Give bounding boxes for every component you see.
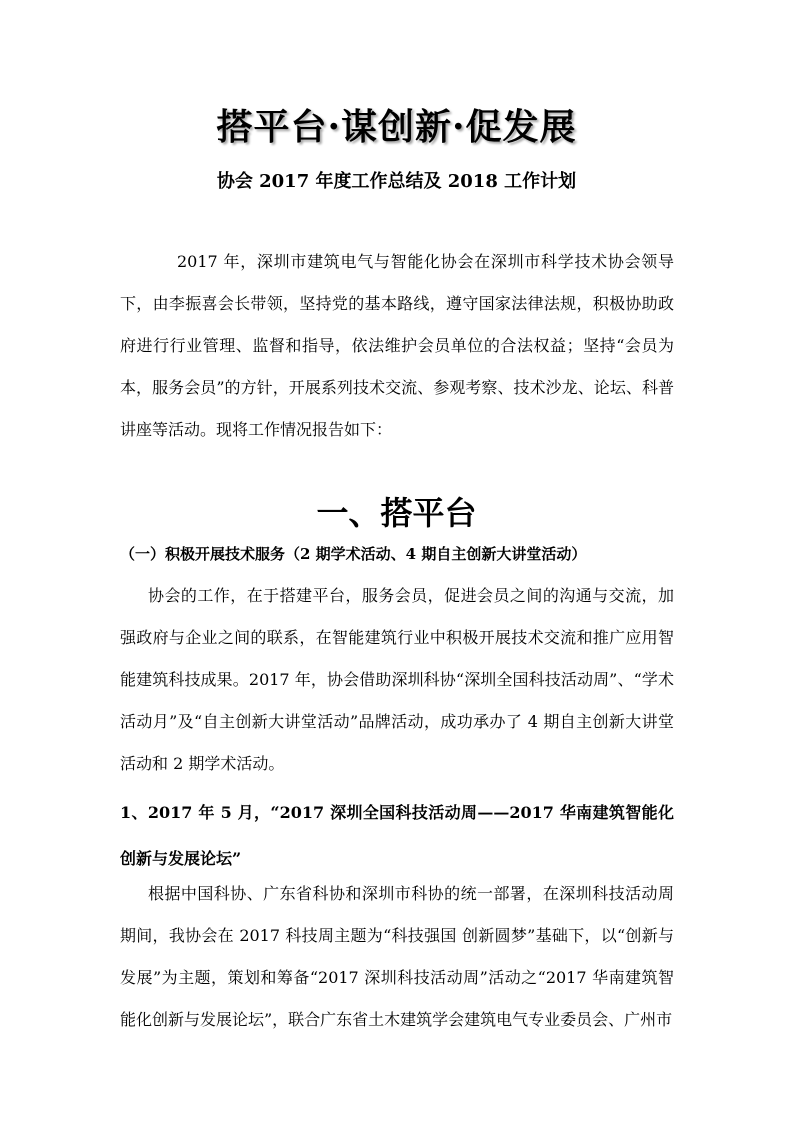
section-heading-platform: 一、搭平台 xyxy=(316,494,477,532)
intro-paragraph: 2017 年，深圳市建筑电气与智能化协会在深圳市科学技术协会领导下，由李振喜会长带领，坚持党的基本路线，遵守国家法律法规，积极协助政府进行行业管理、监督和指导，依法维护会员单位的合法权益；坚持“会员为本，服务会员”的方针，开展系列技术交流、参观考察、技术沙龙、论坛、科普讲座等活动。现将工作情况报告如下： xyxy=(120,252,674,439)
item-paragraph: 根据中国科协、广东省科协和深圳市科协的统一部署，在深圳科技活动周期间，我协会在 2017 科技周主题为“科技强国 创新圆梦”基础下，以“创新与发展”为主题，策划和筹备“2017 深圳科技活动周”活动之“2017 华南建筑智能化创新与发展论坛”，联合广东省土木建筑学会建筑电气专业委员会、广州市 xyxy=(120,884,674,1029)
main-title: 搭平台·谋创新·促发展 xyxy=(216,106,577,148)
section-paragraph: 协会的工作，在于搭建平台，服务会员，促进会员之间的沟通与交流，加强政府与企业之间的联系，在智能建筑行业中积极开展技术交流和推广应用智能建筑科技成果。2017 年，协会借助深圳科协“深圳全国科技活动周”、“学术活动月”及“自主创新大讲堂活动”品牌活动，成功承办了 4 期自主创新大讲堂活动和 2 期学术活动。 xyxy=(120,586,674,773)
subtitle: 协会 2017 年度工作总结及 2018 工作计划 xyxy=(216,171,577,192)
subsection-heading-tech-services: （一）积极开展技术服务（2 期学术活动、4 期自主创新大讲堂活动） xyxy=(120,545,587,563)
item-heading-forum: 1、2017 年 5 月，“2017 深圳全国科技活动周——2017 华南建筑智能化创新与发展论坛” xyxy=(120,803,674,868)
